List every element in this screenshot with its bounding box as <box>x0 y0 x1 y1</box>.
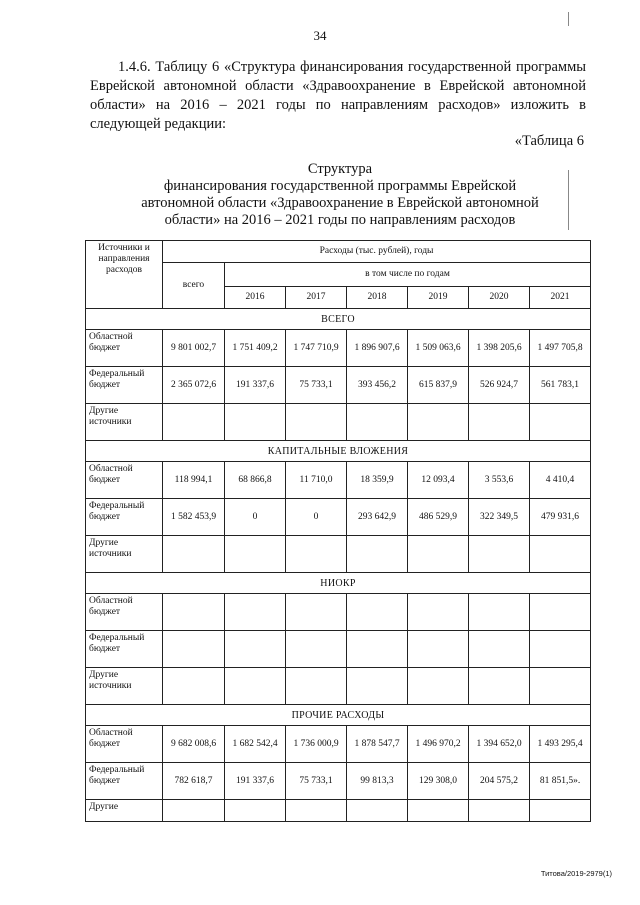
total-cell <box>163 404 225 441</box>
year-value-cell: 1 497 705,8 <box>530 330 591 367</box>
header-year: 2017 <box>286 287 347 309</box>
table-title-line: области» на 2016 – 2021 годы по направлениям расходов <box>164 212 516 228</box>
total-cell: 782 618,7 <box>163 763 225 800</box>
section-title: ПРОЧИЕ РАСХОДЫ <box>86 705 591 726</box>
year-value-cell <box>408 404 469 441</box>
table-row <box>86 726 591 763</box>
year-value-cell: 1 398 205,6 <box>469 330 530 367</box>
financing-table <box>85 240 591 822</box>
total-cell: 2 365 072,6 <box>163 367 225 404</box>
year-value-cell: 1 896 907,6 <box>347 330 408 367</box>
year-value-cell <box>469 536 530 573</box>
year-value-cell: 81 851,5». <box>530 763 591 800</box>
year-value-cell: 393 456,2 <box>347 367 408 404</box>
row-label: Федеральный бюджет <box>86 499 163 536</box>
margin-mark <box>568 12 569 26</box>
year-value-cell <box>286 594 347 631</box>
year-value-cell <box>408 536 469 573</box>
year-value-cell: 1 496 970,2 <box>408 726 469 763</box>
year-value-cell <box>408 594 469 631</box>
year-value-cell <box>530 404 591 441</box>
row-label: Федеральный бюджет <box>86 763 163 800</box>
year-value-cell: 479 931,6 <box>530 499 591 536</box>
table-row <box>86 594 591 631</box>
section-header-row <box>86 309 591 330</box>
document-stamp: Титова/2019-2979(1) <box>540 869 612 878</box>
year-value-cell: 191 337,6 <box>225 763 286 800</box>
header-year: 2016 <box>225 287 286 309</box>
section-header-row <box>86 441 591 462</box>
total-cell <box>163 631 225 668</box>
total-cell <box>163 800 225 822</box>
row-label: Областной бюджет <box>86 330 163 367</box>
table-title-line: Структура <box>307 161 373 177</box>
year-value-cell: 0 <box>286 499 347 536</box>
year-value-cell: 11 710,0 <box>286 462 347 499</box>
header-source: Источники и направления расходов <box>86 241 163 309</box>
year-value-cell: 1 509 063,6 <box>408 330 469 367</box>
table-row <box>86 800 591 822</box>
table-row <box>86 536 591 573</box>
year-value-cell: 204 575,2 <box>469 763 530 800</box>
year-value-cell <box>469 631 530 668</box>
year-value-cell: 526 924,7 <box>469 367 530 404</box>
year-value-cell <box>225 631 286 668</box>
year-value-cell: 293 642,9 <box>347 499 408 536</box>
table-title-line: автономной области «Здравоохранение в Еврейской автономной <box>141 195 539 211</box>
year-value-cell: 322 349,5 <box>469 499 530 536</box>
row-label: Федеральный бюджет <box>86 631 163 668</box>
year-value-cell <box>408 631 469 668</box>
year-value-cell <box>286 631 347 668</box>
year-value-cell <box>347 668 408 705</box>
header-year: 2021 <box>530 287 591 309</box>
table-title <box>100 161 580 229</box>
year-value-cell <box>286 668 347 705</box>
year-value-cell: 1 747 710,9 <box>286 330 347 367</box>
year-value-cell <box>347 631 408 668</box>
header-year: 2018 <box>347 287 408 309</box>
year-value-cell <box>347 594 408 631</box>
row-label: Другие <box>86 800 163 822</box>
section-title: ВСЕГО <box>86 309 591 330</box>
year-value-cell: 615 837,9 <box>408 367 469 404</box>
header-year: 2019 <box>408 287 469 309</box>
table-row <box>86 763 591 800</box>
row-label: Другие источники <box>86 668 163 705</box>
year-value-cell <box>469 668 530 705</box>
year-value-cell: 1 493 295,4 <box>530 726 591 763</box>
year-value-cell <box>469 404 530 441</box>
year-value-cell: 99 813,3 <box>347 763 408 800</box>
year-value-cell: 75 733,1 <box>286 763 347 800</box>
margin-mark <box>568 170 569 230</box>
row-label: Федеральный бюджет <box>86 367 163 404</box>
header-by-years: в том числе по годам <box>225 263 591 287</box>
table-row <box>86 499 591 536</box>
year-value-cell <box>530 594 591 631</box>
year-value-cell: 4 410,4 <box>530 462 591 499</box>
year-value-cell <box>408 800 469 822</box>
year-value-cell <box>469 594 530 631</box>
total-cell: 1 582 453,9 <box>163 499 225 536</box>
year-value-cell: 12 093,4 <box>408 462 469 499</box>
year-value-cell: 75 733,1 <box>286 367 347 404</box>
section-title: КАПИТАЛЬНЫЕ ВЛОЖЕНИЯ <box>86 441 591 462</box>
year-value-cell: 18 359,9 <box>347 462 408 499</box>
total-cell: 9 801 002,7 <box>163 330 225 367</box>
year-value-cell <box>225 536 286 573</box>
year-value-cell: 486 529,9 <box>408 499 469 536</box>
year-value-cell: 1 736 000,9 <box>286 726 347 763</box>
row-label: Областной бюджет <box>86 462 163 499</box>
year-value-cell: 68 866,8 <box>225 462 286 499</box>
year-value-cell <box>225 404 286 441</box>
year-value-cell <box>225 800 286 822</box>
year-value-cell <box>530 536 591 573</box>
year-value-cell <box>347 536 408 573</box>
year-value-cell <box>530 668 591 705</box>
table-row <box>86 462 591 499</box>
section-header-row <box>86 573 591 594</box>
header-year: 2020 <box>469 287 530 309</box>
table-row <box>86 668 591 705</box>
table-row <box>86 631 591 668</box>
year-value-cell <box>225 668 286 705</box>
year-value-cell: 1 682 542,4 <box>225 726 286 763</box>
total-cell: 9 682 008,6 <box>163 726 225 763</box>
total-cell <box>163 594 225 631</box>
row-label: Областной бюджет <box>86 726 163 763</box>
year-value-cell: 0 <box>225 499 286 536</box>
total-cell <box>163 536 225 573</box>
amendment-paragraph: 1.4.6. Таблицу 6 «Структура финансирования государственной программы Еврейской автономной области «Здравоохранение в Еврейской автономной области» на 2016 – 2021 годы по направлениям расходов» изложить в следующей редакции: <box>90 59 586 132</box>
table-row <box>86 330 591 367</box>
year-value-cell <box>225 594 286 631</box>
total-cell <box>163 668 225 705</box>
page-number: 34 <box>313 28 327 43</box>
year-value-cell <box>286 800 347 822</box>
row-label: Другие источники <box>86 404 163 441</box>
year-value-cell <box>347 800 408 822</box>
year-value-cell <box>408 668 469 705</box>
year-value-cell <box>530 800 591 822</box>
year-value-cell <box>286 536 347 573</box>
table-reference: «Таблица 6 <box>514 133 584 149</box>
header-expenses: Расходы (тыс. рублей), годы <box>163 241 591 263</box>
year-value-cell <box>347 404 408 441</box>
total-cell: 118 994,1 <box>163 462 225 499</box>
table-row <box>86 367 591 404</box>
year-value-cell: 3 553,6 <box>469 462 530 499</box>
year-value-cell <box>530 631 591 668</box>
section-header-row <box>86 705 591 726</box>
row-label: Другие источники <box>86 536 163 573</box>
header-total: всего <box>163 263 225 309</box>
table-row <box>86 404 591 441</box>
year-value-cell: 561 783,1 <box>530 367 591 404</box>
year-value-cell: 1 878 547,7 <box>347 726 408 763</box>
year-value-cell: 191 337,6 <box>225 367 286 404</box>
section-title: НИОКР <box>86 573 591 594</box>
year-value-cell <box>286 404 347 441</box>
table-title-line: финансирования государственной программы Еврейской <box>163 178 517 194</box>
year-value-cell: 1 751 409,2 <box>225 330 286 367</box>
year-value-cell: 129 308,0 <box>408 763 469 800</box>
row-label: Областной бюджет <box>86 594 163 631</box>
year-value-cell: 1 394 652,0 <box>469 726 530 763</box>
year-value-cell <box>469 800 530 822</box>
